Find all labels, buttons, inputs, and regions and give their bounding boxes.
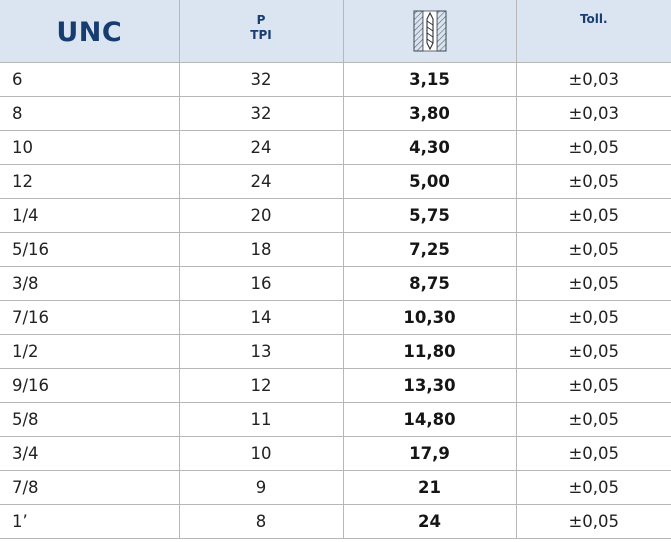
table-header xyxy=(0,0,671,62)
cell-drill: 5,00 xyxy=(343,164,516,198)
cell-tpi: 10 xyxy=(179,436,343,470)
cell-tolerance: ±0,05 xyxy=(516,198,671,232)
table-row xyxy=(0,164,671,198)
cell-size: 1/4 xyxy=(0,198,179,232)
cell-tpi: 24 xyxy=(179,130,343,164)
header-pitch xyxy=(179,0,343,62)
cell-tpi: 9 xyxy=(179,470,343,504)
cell-drill: 8,75 xyxy=(343,266,516,300)
cell-tolerance: ±0,05 xyxy=(516,368,671,402)
cell-drill: 3,80 xyxy=(343,96,516,130)
table-row xyxy=(0,62,671,96)
header-row xyxy=(0,0,671,62)
cell-drill: 5,75 xyxy=(343,198,516,232)
cell-size: 3/4 xyxy=(0,436,179,470)
cell-size: 12 xyxy=(0,164,179,198)
cell-drill: 11,80 xyxy=(343,334,516,368)
table-row xyxy=(0,470,671,504)
cell-size: 3/8 xyxy=(0,266,179,300)
table-row xyxy=(0,232,671,266)
cell-size: 1/2 xyxy=(0,334,179,368)
cell-tolerance: ±0,05 xyxy=(516,470,671,504)
cell-size: 9/16 xyxy=(0,368,179,402)
cell-drill: 13,30 xyxy=(343,368,516,402)
cell-tpi: 24 xyxy=(179,164,343,198)
table-row xyxy=(0,266,671,300)
cell-tpi: 32 xyxy=(179,96,343,130)
cell-tolerance: ±0,05 xyxy=(516,232,671,266)
cell-tolerance: ±0,03 xyxy=(516,62,671,96)
header-pitch-label: P xyxy=(256,12,266,27)
cell-size: 6 xyxy=(0,62,179,96)
cell-tpi: 14 xyxy=(179,300,343,334)
cell-drill: 17,9 xyxy=(343,436,516,470)
table-row xyxy=(0,130,671,164)
cell-tolerance: ±0,05 xyxy=(516,402,671,436)
cell-drill: 3,15 xyxy=(343,62,516,96)
table-row xyxy=(0,504,671,538)
cell-tolerance: ±0,05 xyxy=(516,504,671,538)
table-row xyxy=(0,368,671,402)
cell-tpi: 8 xyxy=(179,504,343,538)
cell-size: 8 xyxy=(0,96,179,130)
table-row xyxy=(0,198,671,232)
cell-size: 1’ xyxy=(0,504,179,538)
cell-size: 10 xyxy=(0,130,179,164)
header-tolerance xyxy=(516,0,671,62)
cell-drill: 4,30 xyxy=(343,130,516,164)
cell-tpi: 18 xyxy=(179,232,343,266)
cell-tpi: 11 xyxy=(179,402,343,436)
tap-drill-hole-icon xyxy=(344,9,516,53)
header-unc-label: UNC xyxy=(56,17,123,49)
cell-tolerance: ±0,03 xyxy=(516,96,671,130)
header-tolerance-label: Toll. xyxy=(579,12,608,27)
cell-tpi: 13 xyxy=(179,334,343,368)
cell-tpi: 32 xyxy=(179,62,343,96)
table-row xyxy=(0,436,671,470)
cell-tpi: 12 xyxy=(179,368,343,402)
table-row xyxy=(0,300,671,334)
table-row xyxy=(0,96,671,130)
cell-tpi: 16 xyxy=(179,266,343,300)
cell-tolerance: ±0,05 xyxy=(516,300,671,334)
cell-drill: 24 xyxy=(343,504,516,538)
cell-size: 5/8 xyxy=(0,402,179,436)
cell-tolerance: ±0,05 xyxy=(516,164,671,198)
header-drill xyxy=(343,0,516,62)
cell-drill: 7,25 xyxy=(343,232,516,266)
cell-size: 7/8 xyxy=(0,470,179,504)
cell-tolerance: ±0,05 xyxy=(516,266,671,300)
cell-size: 5/16 xyxy=(0,232,179,266)
cell-tolerance: ±0,05 xyxy=(516,334,671,368)
header-unc xyxy=(0,0,179,62)
cell-tolerance: ±0,05 xyxy=(516,130,671,164)
table-row xyxy=(0,334,671,368)
cell-drill: 21 xyxy=(343,470,516,504)
header-tpi-label: TPI xyxy=(250,27,272,42)
table-body xyxy=(0,62,671,538)
cell-drill: 14,80 xyxy=(343,402,516,436)
table-row xyxy=(0,402,671,436)
cell-drill: 10,30 xyxy=(343,300,516,334)
cell-size: 7/16 xyxy=(0,300,179,334)
cell-tpi: 20 xyxy=(179,198,343,232)
cell-tolerance: ±0,05 xyxy=(516,436,671,470)
